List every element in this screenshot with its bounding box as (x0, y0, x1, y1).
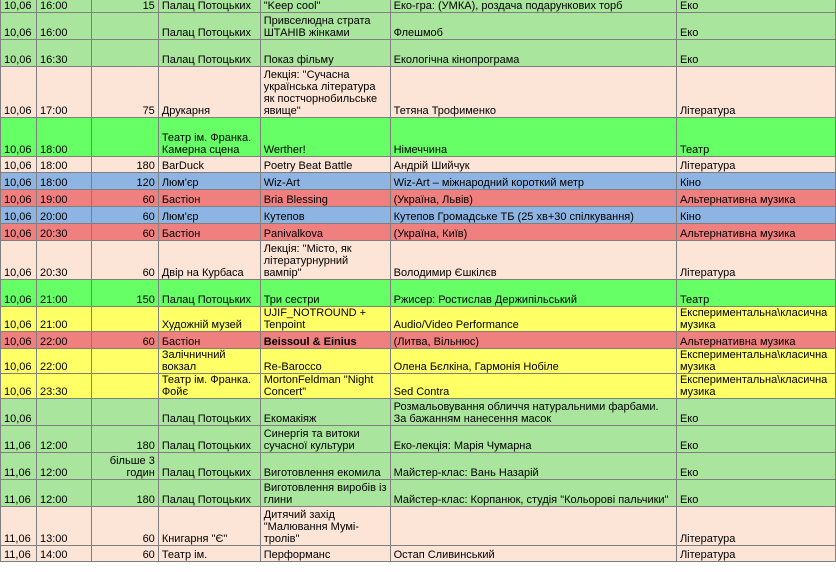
date-cell: 11,06 (1, 453, 37, 480)
date-cell: 10,06 (1, 374, 37, 399)
table-row (1, 224, 836, 241)
table-row (1, 157, 836, 173)
category-cell: Експериментальна\класична музика (676, 349, 835, 374)
category-cell: Експериментальна\класична музика (676, 374, 835, 399)
event-cell: Показ фільму (260, 40, 390, 67)
capacity-cell: 180 (91, 426, 158, 453)
details-cell: Wiz-Art – міжнародний короткий метр (390, 173, 676, 190)
venue-cell: Палац Потоцьких (158, 453, 260, 480)
date-cell: 10,06 (1, 40, 37, 67)
details-cell: Олена Бєлкіна, Гармонія Нобіле (390, 349, 676, 374)
venue-cell: Художній музей (158, 307, 260, 332)
capacity-cell (91, 399, 158, 426)
details-cell: Остап Сливинський (390, 546, 676, 562)
event-cell: Екомакіяж (260, 399, 390, 426)
event-cell: Panivalkova (260, 224, 390, 241)
venue-cell: Театр ім. Франка. Фойє (158, 374, 260, 399)
details-cell: Sed Contra (390, 374, 676, 399)
date-cell: 11,06 (1, 480, 37, 507)
venue-cell: Люм'єр (158, 173, 260, 190)
time-cell: 19:00 (36, 190, 91, 207)
time-cell: 13:00 (36, 507, 91, 546)
table-row (1, 0, 836, 13)
capacity-cell: 60 (91, 190, 158, 207)
category-cell: Література (676, 546, 835, 562)
date-cell: 11,06 (1, 507, 37, 546)
table-row (1, 67, 836, 118)
category-cell: Експериментальна\класична музика (676, 307, 835, 332)
table-row (1, 546, 836, 562)
table-row (1, 118, 836, 157)
event-cell: Re-Barocco (260, 349, 390, 374)
category-cell: Література (676, 507, 835, 546)
date-cell: 10,06 (1, 399, 37, 426)
capacity-cell (91, 118, 158, 157)
table-row (1, 426, 836, 453)
schedule-rows (1, 0, 836, 562)
details-cell: (Литва, Вільнюс) (390, 332, 676, 349)
category-cell: Література (676, 241, 835, 280)
category-cell: Еко (676, 0, 835, 13)
date-cell: 10,06 (1, 241, 37, 280)
time-cell: 12:00 (36, 426, 91, 453)
time-cell: 12:00 (36, 480, 91, 507)
capacity-cell: 150 (91, 280, 158, 307)
capacity-cell: 180 (91, 157, 158, 173)
details-cell: Ржисер: Ростислав Держипільський (390, 280, 676, 307)
category-cell: Театр (676, 118, 835, 157)
date-cell: 10,06 (1, 0, 37, 13)
venue-cell: Палац Потоцьких (158, 13, 260, 40)
category-cell: Еко (676, 480, 835, 507)
event-cell: Кутепов (260, 207, 390, 224)
time-cell: 21:00 (36, 307, 91, 332)
venue-cell: Друкарня (158, 67, 260, 118)
event-cell: Виготовлення виробів із глини (260, 480, 390, 507)
venue-cell: Театр ім. Франка. Камерна сцена (158, 118, 260, 157)
venue-cell: Палац Потоцьких (158, 0, 260, 13)
event-cell: Лекція: "Сучасна українська література як постчорнобильське явище" (260, 67, 390, 118)
event-cell: Лекція: "Місто, як літературнурний вампір" (260, 241, 390, 280)
details-cell: Екологічна кінопрограма (390, 40, 676, 67)
table-row (1, 207, 836, 224)
venue-cell: Люм'єр (158, 207, 260, 224)
capacity-cell (91, 349, 158, 374)
details-cell: Audio/Video Performance (390, 307, 676, 332)
category-cell: Еко (676, 40, 835, 67)
date-cell: 10,06 (1, 173, 37, 190)
venue-cell: Палац Потоцьких (158, 480, 260, 507)
category-cell: Альтернативна музика (676, 224, 835, 241)
time-cell: 16:30 (36, 40, 91, 67)
venue-cell: Бастіон (158, 190, 260, 207)
details-cell: Флешмоб (390, 13, 676, 40)
table-row (1, 480, 836, 507)
capacity-cell: 120 (91, 173, 158, 190)
details-cell: Кутепов Громадське ТБ (25 хв+30 спілкування) (390, 207, 676, 224)
table-row (1, 507, 836, 546)
event-cell: Перформанс (260, 546, 390, 562)
venue-cell: Палац Потоцьких (158, 426, 260, 453)
category-cell: Альтернативна музика (676, 332, 835, 349)
table-row (1, 374, 836, 399)
time-cell: 16:00 (36, 13, 91, 40)
date-cell: 10,06 (1, 224, 37, 241)
category-cell: Література (676, 157, 835, 173)
category-cell: Еко (676, 399, 835, 426)
category-cell: Література (676, 67, 835, 118)
time-cell: 14:00 (36, 546, 91, 562)
date-cell: 10,06 (1, 332, 37, 349)
details-cell: Розмальовування обличчя натуральними фарбами. За бажанням нанесення масок (390, 399, 676, 426)
date-cell: 10,06 (1, 307, 37, 332)
venue-cell: BarDuck (158, 157, 260, 173)
category-cell: Альтернативна музика (676, 190, 835, 207)
table-row (1, 332, 836, 349)
details-cell: Німеччина (390, 118, 676, 157)
details-cell: Майстер-клас: Вань Назарій (390, 453, 676, 480)
table-row (1, 40, 836, 67)
time-cell: 20:30 (36, 224, 91, 241)
event-cell: Виготовлення екомила (260, 453, 390, 480)
venue-cell: Книгарня "Є" (158, 507, 260, 546)
time-cell: 23:30 (36, 374, 91, 399)
capacity-cell: більше 3 годин (91, 453, 158, 480)
capacity-cell: 60 (91, 546, 158, 562)
time-cell: 22:00 (36, 349, 91, 374)
capacity-cell (91, 13, 158, 40)
event-cell: "Keep cool" (260, 0, 390, 13)
time-cell: 20:30 (36, 241, 91, 280)
date-cell: 10,06 (1, 280, 37, 307)
venue-cell: Палац Потоцьких (158, 280, 260, 307)
category-cell: Кіно (676, 207, 835, 224)
table-row (1, 173, 836, 190)
table-row (1, 307, 836, 332)
capacity-cell (91, 374, 158, 399)
capacity-cell: 180 (91, 480, 158, 507)
time-cell: 21:00 (36, 280, 91, 307)
date-cell: 10,06 (1, 157, 37, 173)
date-cell: 10,06 (1, 190, 37, 207)
date-cell: 11,06 (1, 546, 37, 562)
date-cell: 10,06 (1, 207, 37, 224)
event-cell: UJIF_NOTROUND + Tenpoint (260, 307, 390, 332)
event-cell: Poetry Beat Battle (260, 157, 390, 173)
capacity-cell: 60 (91, 224, 158, 241)
time-cell: 18:00 (36, 173, 91, 190)
table-row (1, 453, 836, 480)
capacity-cell: 15 (91, 0, 158, 13)
capacity-cell: 75 (91, 67, 158, 118)
details-cell: Еко-гра: (УМКА), роздача подарункових торб (390, 0, 676, 13)
details-cell: Майстер-клас: Корпанюк, студія "Кольорові пальчики" (390, 480, 676, 507)
venue-cell: Бастіон (158, 332, 260, 349)
time-cell: 12:00 (36, 453, 91, 480)
venue-cell: Бастіон (158, 224, 260, 241)
details-cell: Володимир Єшкілєв (390, 241, 676, 280)
event-cell: Привселюдна страта ШТАНІВ жінками (260, 13, 390, 40)
venue-cell: Палац Потоцьких (158, 40, 260, 67)
event-cell: Дитячий захід "Малювання Мумі-тролів" (260, 507, 390, 546)
details-cell: Андрій Шийчук (390, 157, 676, 173)
date-cell: 10,06 (1, 349, 37, 374)
date-cell: 10,06 (1, 118, 37, 157)
details-cell: (Україна, Львів) (390, 190, 676, 207)
details-cell: (Україна, Київ) (390, 224, 676, 241)
venue-cell: Двір на Курбаса (158, 241, 260, 280)
venue-cell: Палац Потоцьких (158, 399, 260, 426)
category-cell: Еко (676, 13, 835, 40)
capacity-cell (91, 307, 158, 332)
table-row (1, 190, 836, 207)
details-cell: Тетяна Трофименко (390, 67, 676, 118)
time-cell: 17:00 (36, 67, 91, 118)
category-cell: Еко (676, 453, 835, 480)
time-cell: 18:00 (36, 118, 91, 157)
time-cell (36, 399, 91, 426)
event-cell: Werther! (260, 118, 390, 157)
category-cell: Театр (676, 280, 835, 307)
capacity-cell: 60 (91, 332, 158, 349)
capacity-cell: 60 (91, 507, 158, 546)
capacity-cell: 60 (91, 241, 158, 280)
table-row (1, 349, 836, 374)
event-cell: Три сестри (260, 280, 390, 307)
event-cell: Синергія та витоки сучасної культури (260, 426, 390, 453)
details-cell (390, 507, 676, 546)
details-cell: Еко-лекція: Марія Чумарна (390, 426, 676, 453)
table-row (1, 280, 836, 307)
time-cell: 22:00 (36, 332, 91, 349)
category-cell: Кіно (676, 173, 835, 190)
capacity-cell: 60 (91, 207, 158, 224)
event-cell: Beissoul & Einius (260, 332, 390, 349)
venue-cell: Залічничний вокзал (158, 349, 260, 374)
date-cell: 11,06 (1, 426, 37, 453)
capacity-cell (91, 40, 158, 67)
table-row (1, 13, 836, 40)
time-cell: 16:00 (36, 0, 91, 13)
event-cell: MortonFeldman "Night Concert" (260, 374, 390, 399)
date-cell: 10,06 (1, 67, 37, 118)
venue-cell: Театр ім. (158, 546, 260, 562)
time-cell: 20:00 (36, 207, 91, 224)
event-cell: Bria Blessing (260, 190, 390, 207)
event-cell: Wiz-Art (260, 173, 390, 190)
table-row (1, 241, 836, 280)
category-cell: Еко (676, 426, 835, 453)
time-cell: 18:00 (36, 157, 91, 173)
date-cell: 10,06 (1, 13, 37, 40)
table-row (1, 399, 836, 426)
